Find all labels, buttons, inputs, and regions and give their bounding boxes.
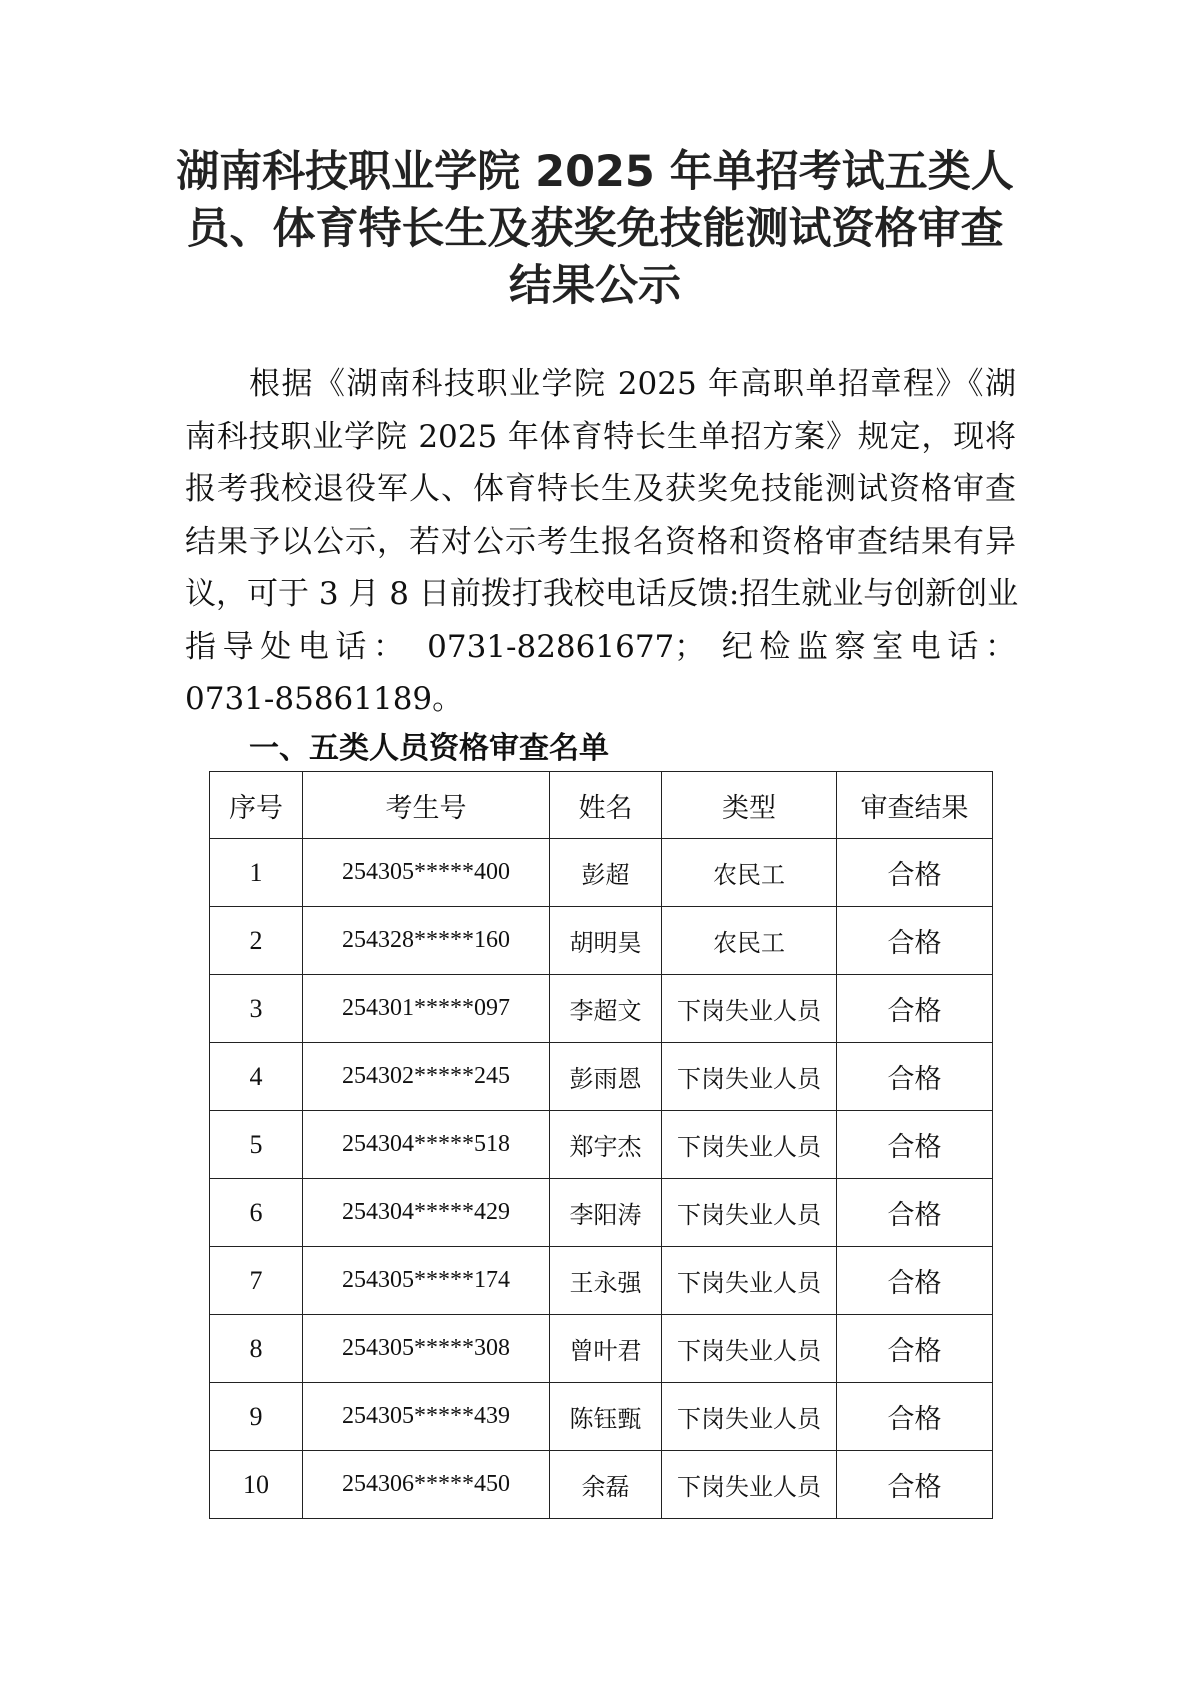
cell-index: 10 <box>210 1451 303 1519</box>
cell-name: 胡明昊 <box>550 907 662 975</box>
paragraph-line: 结果予以公示，若对公示考生报名资格和资格审查结果有异 <box>185 523 1016 560</box>
cell-index: 4 <box>210 1043 303 1111</box>
cell-index: 9 <box>210 1383 303 1451</box>
cell-name: 王永强 <box>550 1247 662 1315</box>
cell-type: 下岗失业人员 <box>662 1451 837 1519</box>
cell-index: 2 <box>210 907 303 975</box>
cell-exam-id: 254302*****245 <box>303 1043 550 1111</box>
section-heading: 一、五类人员资格审查名单 <box>249 731 609 766</box>
paragraph-line: 指导处电话： 0731-82861677； 纪检监察室电话： <box>185 628 1016 665</box>
title-line: 结果公示 <box>509 261 681 311</box>
cell-result: 合格 <box>837 1179 993 1247</box>
table-row <box>210 1247 993 1315</box>
cell-name: 郑宇杰 <box>550 1111 662 1179</box>
cell-exam-id: 254301*****097 <box>303 975 550 1043</box>
cell-name: 李阳涛 <box>550 1179 662 1247</box>
paragraph-line: 报考我校退役军人、体育特长生及获奖免技能测试资格审查 <box>185 471 1016 507</box>
cell-result: 合格 <box>837 1315 993 1383</box>
table-row <box>210 975 993 1043</box>
paragraph-line: 根据《湖南科技职业学院 2025 年高职单招章程》《湖 <box>249 366 1016 402</box>
table-row <box>210 1383 993 1451</box>
cell-index: 3 <box>210 975 303 1043</box>
table-row <box>210 1451 993 1519</box>
header-exam-id: 考生号 <box>303 772 550 839</box>
cell-index: 6 <box>210 1179 303 1247</box>
table-row <box>210 1179 993 1247</box>
cell-type: 下岗失业人员 <box>662 1247 837 1315</box>
cell-type: 农民工 <box>662 839 837 907</box>
cell-result: 合格 <box>837 1043 993 1111</box>
cell-name: 彭超 <box>550 839 662 907</box>
document-title <box>170 144 1020 315</box>
cell-index: 1 <box>210 839 303 907</box>
cell-name: 陈钰甄 <box>550 1383 662 1451</box>
header-result: 审查结果 <box>837 772 993 839</box>
cell-type: 下岗失业人员 <box>662 975 837 1043</box>
cell-exam-id: 254306*****450 <box>303 1451 550 1519</box>
cell-result: 合格 <box>837 839 993 907</box>
cell-index: 8 <box>210 1315 303 1383</box>
cell-result: 合格 <box>837 1383 993 1451</box>
table-body <box>210 839 993 1519</box>
header-index: 序号 <box>210 772 303 839</box>
cell-name: 李超文 <box>550 975 662 1043</box>
cell-result: 合格 <box>837 907 993 975</box>
cell-name: 曾叶君 <box>550 1315 662 1383</box>
cell-exam-id: 254305*****174 <box>303 1247 550 1315</box>
cell-index: 7 <box>210 1247 303 1315</box>
table-row <box>210 839 993 907</box>
cell-exam-id: 254305*****439 <box>303 1383 550 1451</box>
cell-result: 合格 <box>837 1451 993 1519</box>
cell-type: 下岗失业人员 <box>662 1315 837 1383</box>
header-name: 姓名 <box>550 772 662 839</box>
paragraph-line: 南科技职业学院 2025 年体育特长生单招方案》规定，现将 <box>185 418 1016 455</box>
cell-name: 彭雨恩 <box>550 1043 662 1111</box>
paragraph-line: 议，可于 3 月 8 日前拨打我校电话反馈:招生就业与创新创业 <box>185 576 1019 612</box>
cell-result: 合格 <box>837 1247 993 1315</box>
cell-exam-id: 254304*****429 <box>303 1179 550 1247</box>
cell-type: 下岗失业人员 <box>662 1383 837 1451</box>
title-line: 员、体育特长生及获奖免技能测试资格审查 <box>186 204 1004 254</box>
table-row <box>210 1111 993 1179</box>
intro-paragraph <box>185 358 1019 726</box>
table-row <box>210 907 993 975</box>
cell-type: 下岗失业人员 <box>662 1111 837 1179</box>
title-line: 湖南科技职业学院 2025 年单招考试五类人 <box>176 147 1014 197</box>
cell-result: 合格 <box>837 1111 993 1179</box>
cell-exam-id: 254304*****518 <box>303 1111 550 1179</box>
cell-exam-id: 254305*****400 <box>303 839 550 907</box>
cell-type: 下岗失业人员 <box>662 1179 837 1247</box>
cell-exam-id: 254305*****308 <box>303 1315 550 1383</box>
cell-result: 合格 <box>837 975 993 1043</box>
cell-name: 余磊 <box>550 1451 662 1519</box>
cell-type: 农民工 <box>662 907 837 975</box>
paragraph-line: 0731-85861189。 <box>185 681 464 717</box>
cell-exam-id: 254328*****160 <box>303 907 550 975</box>
header-type: 类型 <box>662 772 837 839</box>
table-header-row <box>210 772 993 839</box>
cell-index: 5 <box>210 1111 303 1179</box>
table-row <box>210 1043 993 1111</box>
cell-type: 下岗失业人员 <box>662 1043 837 1111</box>
table-row <box>210 1315 993 1383</box>
review-table <box>209 771 993 1519</box>
